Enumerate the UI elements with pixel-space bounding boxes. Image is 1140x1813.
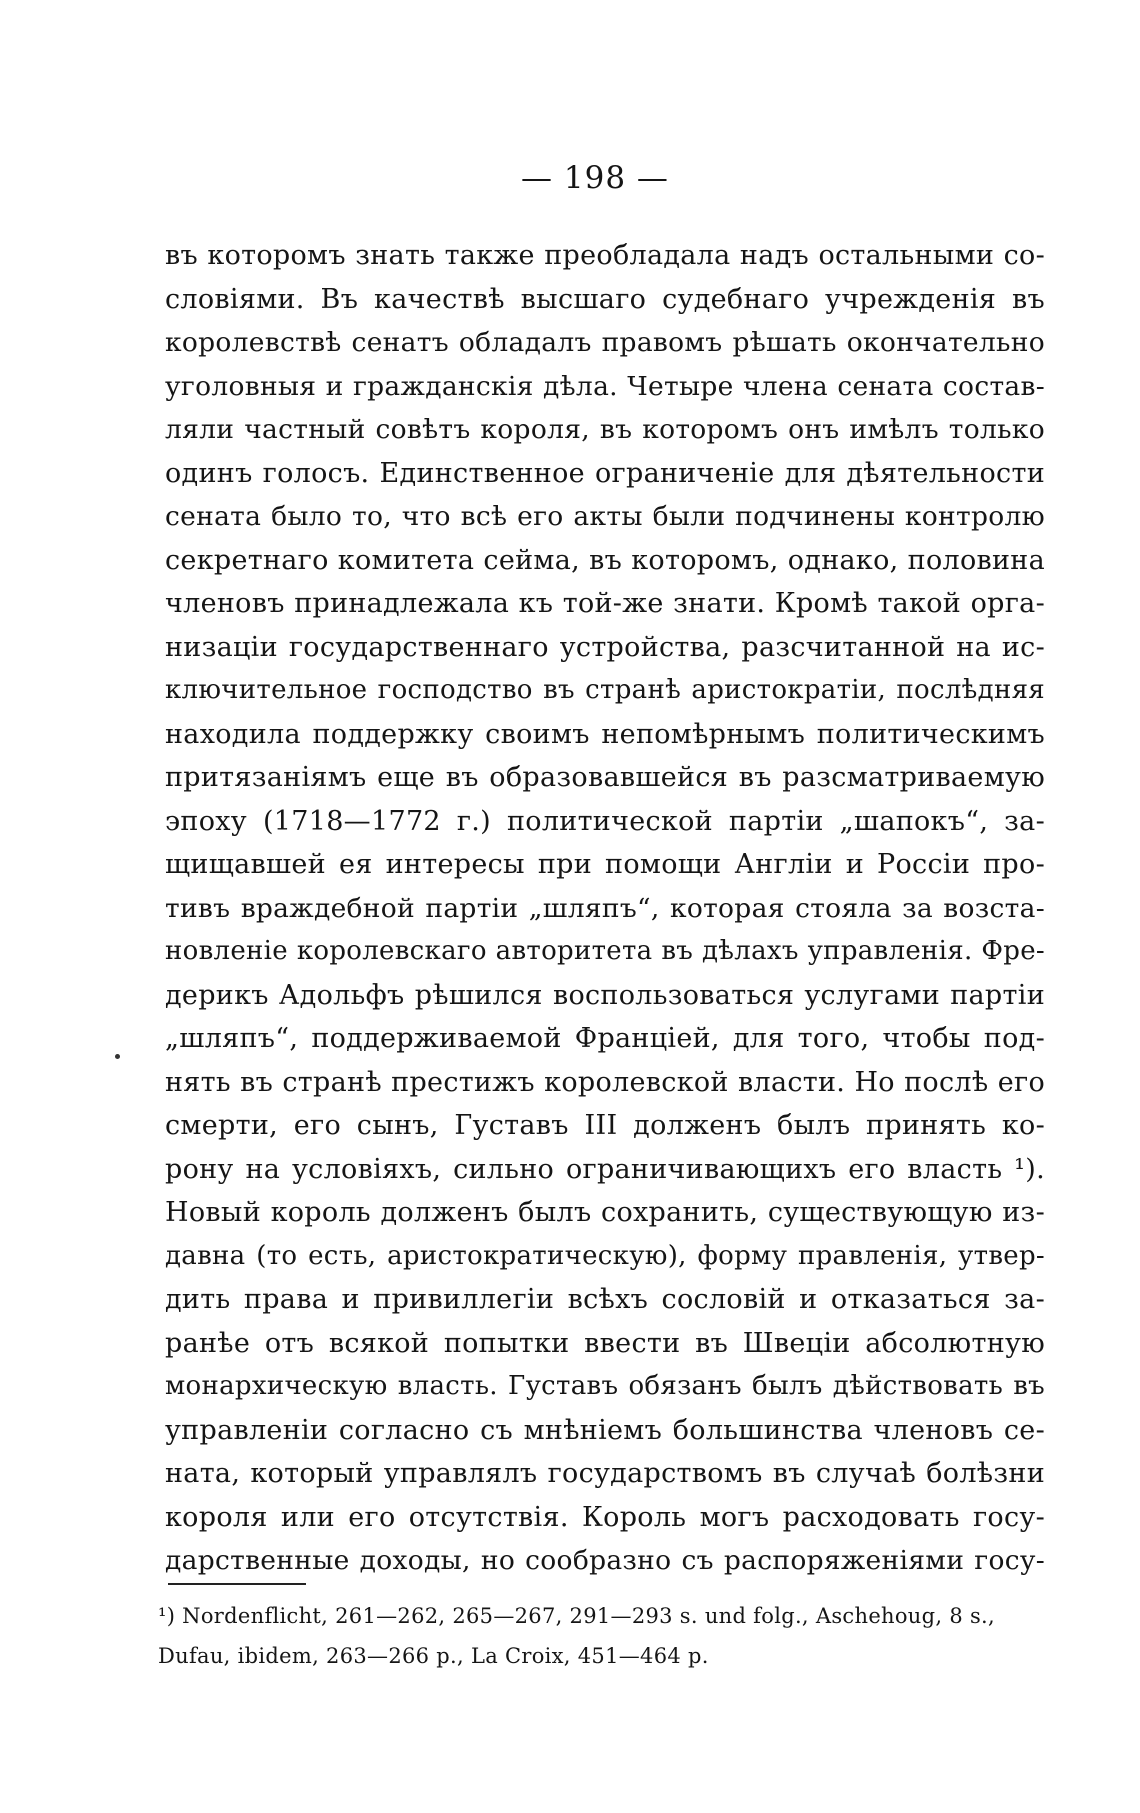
text-line: рону на условіяхъ, сильно ограничивающихъ его власть ¹). [165,1153,1045,1185]
text-line: уголовныя и гражданскія дѣла. Четыре члена сената состав- [165,370,1045,402]
text-line: словіями. Въ качествѣ высшаго судебнаго учрежденія въ [165,283,1045,315]
text-line: королевствѣ сенатъ обладалъ правомъ рѣшать окончательно [165,327,1045,358]
text-line: притязаніямъ еще въ образовавшейся въ разсматриваемую [165,762,1045,793]
text-line: нять въ странѣ престижъ королевской власти. Но послѣ его [165,1066,1045,1098]
text-line: щищавшей ея интересы при помощи Англіи и Россіи про- [165,849,1045,880]
footnote-divider [168,1583,306,1585]
text-line: низаціи государственнаго устройства, разсчитанной на ис- [165,631,1045,663]
body-text [165,234,1045,1583]
text-line: новленіе королевскаго авторитета въ дѣлахъ управленія. Фре- [165,936,1045,966]
text-line: „шляпъ“, поддерживаемой Франціей, для того, чтобы под- [165,1023,1045,1054]
text-line: управленіи согласно съ мнѣніемъ большинства членовъ се- [165,1414,1045,1446]
footnote-line: Dufau, ibidem, 263—266 p., La Croix, 451—464 p. [158,1644,709,1668]
margin-mark [115,1054,120,1059]
text-line: короля или его отсутствія. Король могъ расходовать госу- [165,1501,1045,1533]
text-line: эпоху (1718—1772 г.) политической партіи „шапокъ“, за- [165,805,1045,837]
footnote-line: ¹) Nordenflicht, 261—262, 265—267, 291—293 s. und folg., Aschehoug, 8 s., [158,1604,995,1628]
text-line: секретнаго комитета сейма, въ которомъ, однако, половина [165,544,1045,576]
text-line: тивъ враждебной партіи „шляпъ“, которая стояла за возста- [165,892,1045,924]
text-line: дерикъ Адольфъ рѣшился воспользоваться услугами партіи [165,979,1045,1011]
text-line: дарственные доходы, но сообразно съ распоряженіями госу- [165,1545,1045,1576]
text-line: монархическую власть. Густавъ обязанъ былъ дѣйствовать въ [165,1371,1045,1401]
text-line: сената было то, что всѣ его акты были подчинены контролю [165,501,1045,532]
text-line: дить права и привиллегіи всѣхъ сословій и отказаться за- [165,1284,1045,1315]
text-line: въ которомъ знать также преобладала надъ остальными со- [165,240,1045,271]
text-line: смерти, его сынъ, Густавъ III долженъ былъ принять ко- [165,1110,1045,1141]
text-line: одинъ голосъ. Единственное ограниченіе для дѣятельности [165,457,1045,489]
text-line: ключительное господство въ странѣ аристократіи, послѣдняя [165,675,1045,705]
text-line: ляли частный совѣтъ короля, въ которомъ онъ имѣлъ только [165,414,1045,445]
page-number: — 198 — [521,160,669,196]
footnotes [158,1596,1048,1676]
text-line: членовъ принадлежала къ той-же знати. Кромѣ такой орга- [165,588,1045,619]
text-line: находила поддержку своимъ непомѣрнымъ политическимъ [165,718,1045,750]
text-line: ната, который управлялъ государствомъ въ случаѣ болѣзни [165,1458,1045,1489]
text-line: давна (то есть, аристократическую), форму правленія, утвер- [165,1240,1045,1271]
text-line: ранѣе отъ всякой попытки ввести въ Швеціи абсолютную [165,1327,1045,1359]
text-line: Новый король долженъ былъ сохранить, существующую из- [165,1197,1045,1228]
